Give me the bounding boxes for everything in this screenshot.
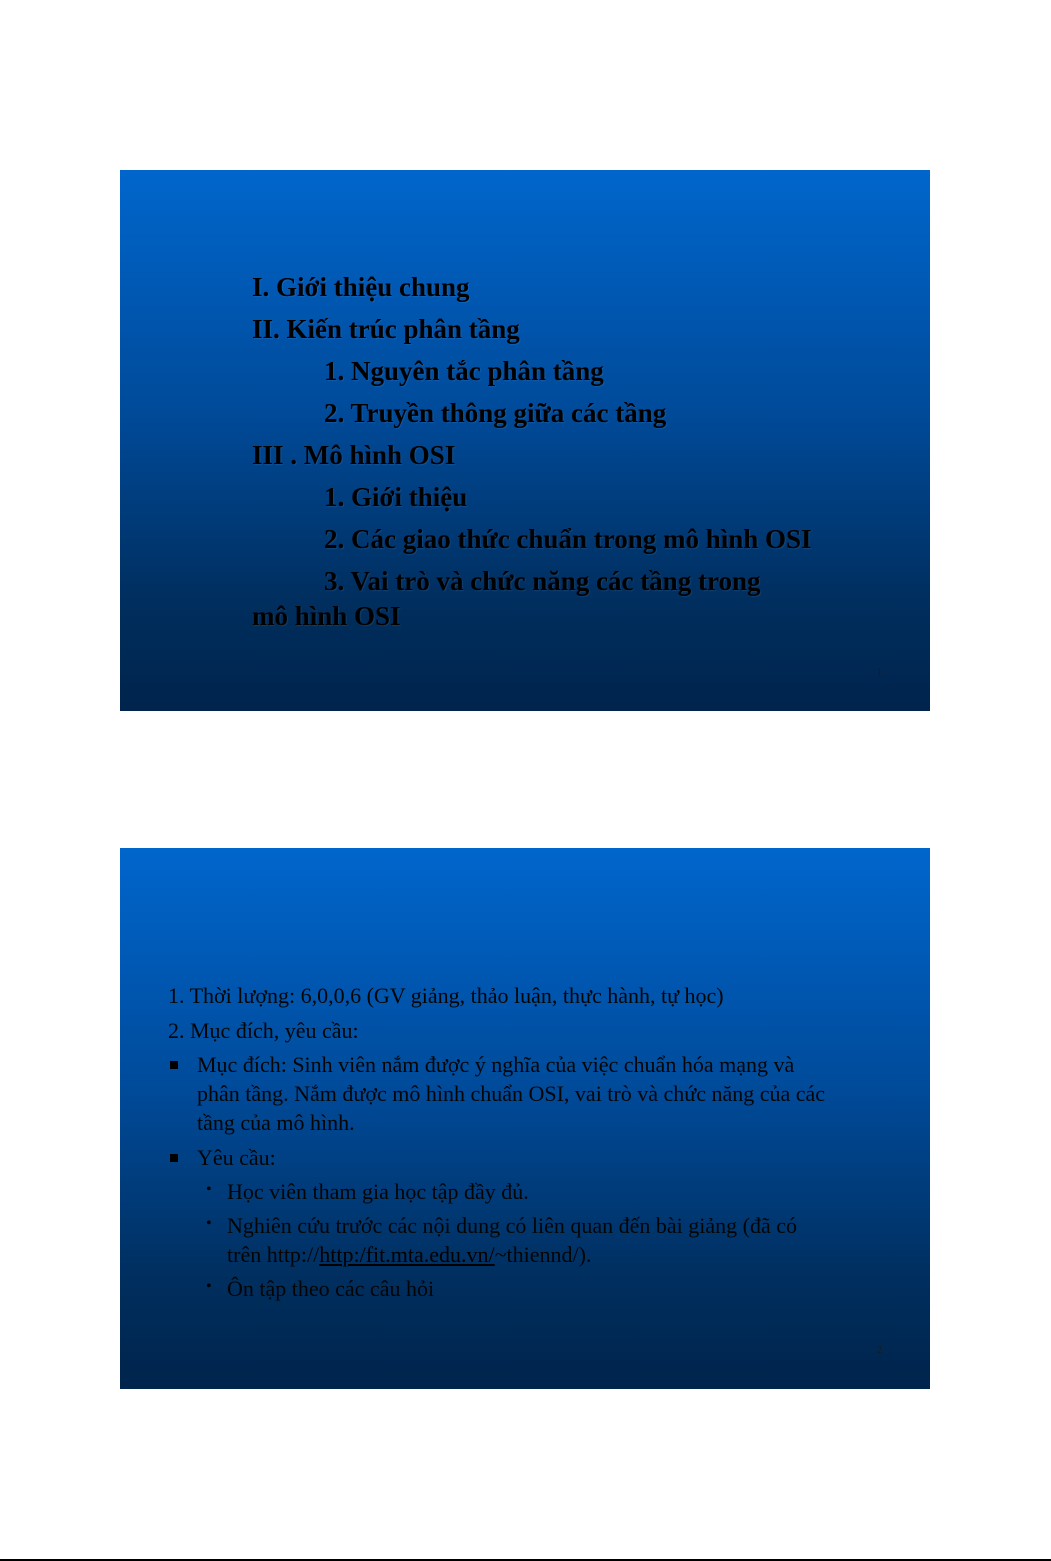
purpose-heading: 2. Mục đích, yêu cầu: <box>168 1018 359 1043</box>
duration-text: 1. Thời lượng: 6,0,0,6 (GV giảng, thảo luận, thực hành, tự học) <box>168 983 724 1008</box>
outline-item-1: I. Giới thiệu chung <box>252 272 470 302</box>
bullet-dot-icon: • <box>206 1215 212 1232</box>
slide-number: 2 <box>877 1345 882 1356</box>
requirement-2-line-1: Nghiên cứu trước các nội dung có liên quan đến bài giảng (đã có <box>227 1213 798 1238</box>
slide-objectives <box>120 848 930 1389</box>
bullet-square-icon <box>170 1154 178 1162</box>
outline-subitem-2-2: 2. Truyền thông giữa các tầng <box>324 398 667 428</box>
requirement-2-line-2 <box>227 1240 591 1269</box>
purpose-line-2: phân tầng. Nắm được mô hình chuẩn OSI, vai trò và chức năng của các <box>197 1081 826 1106</box>
purpose-line-1: Mục đích: Sinh viên nắm được ý nghĩa của việc chuẩn hóa mạng và <box>197 1052 795 1077</box>
course-link[interactable]: http:/fit.mta.edu.vn/ <box>319 1242 495 1267</box>
outline-item-3: III . Mô hình OSI <box>252 440 456 470</box>
bullet-square-icon <box>170 1061 178 1069</box>
outline-subitem-3-1: 1. Giới thiệu <box>324 482 468 512</box>
bullet-dot-icon: • <box>206 1278 212 1295</box>
requirement-2-suffix: ~thiennd/). <box>494 1242 592 1267</box>
bullet-dot-icon: • <box>206 1181 212 1198</box>
outline-subitem-2-1: 1. Nguyên tắc phân tầng <box>324 356 604 386</box>
purpose-line-3: tầng của mô hình. <box>197 1110 355 1135</box>
requirement-3: Ôn tập theo các câu hỏi <box>227 1276 435 1301</box>
outline-subitem-3-3-cont: mô hình OSI <box>252 601 401 631</box>
outline-subitem-3-2: 2. Các giao thức chuẩn trong mô hình OSI <box>324 524 812 554</box>
requirement-2-prefix: trên http:// <box>227 1242 320 1267</box>
outline-item-2: II. Kiến trúc phân tầng <box>252 314 520 344</box>
requirements-heading: Yêu cầu: <box>197 1145 276 1170</box>
slide-outline <box>120 170 930 711</box>
slide-number: 1 <box>877 667 882 678</box>
outline-subitem-3-3: 3. Vai trò và chức năng các tầng trong <box>324 566 761 596</box>
requirement-1: Học viên tham gia học tập đầy đủ. <box>227 1179 529 1204</box>
